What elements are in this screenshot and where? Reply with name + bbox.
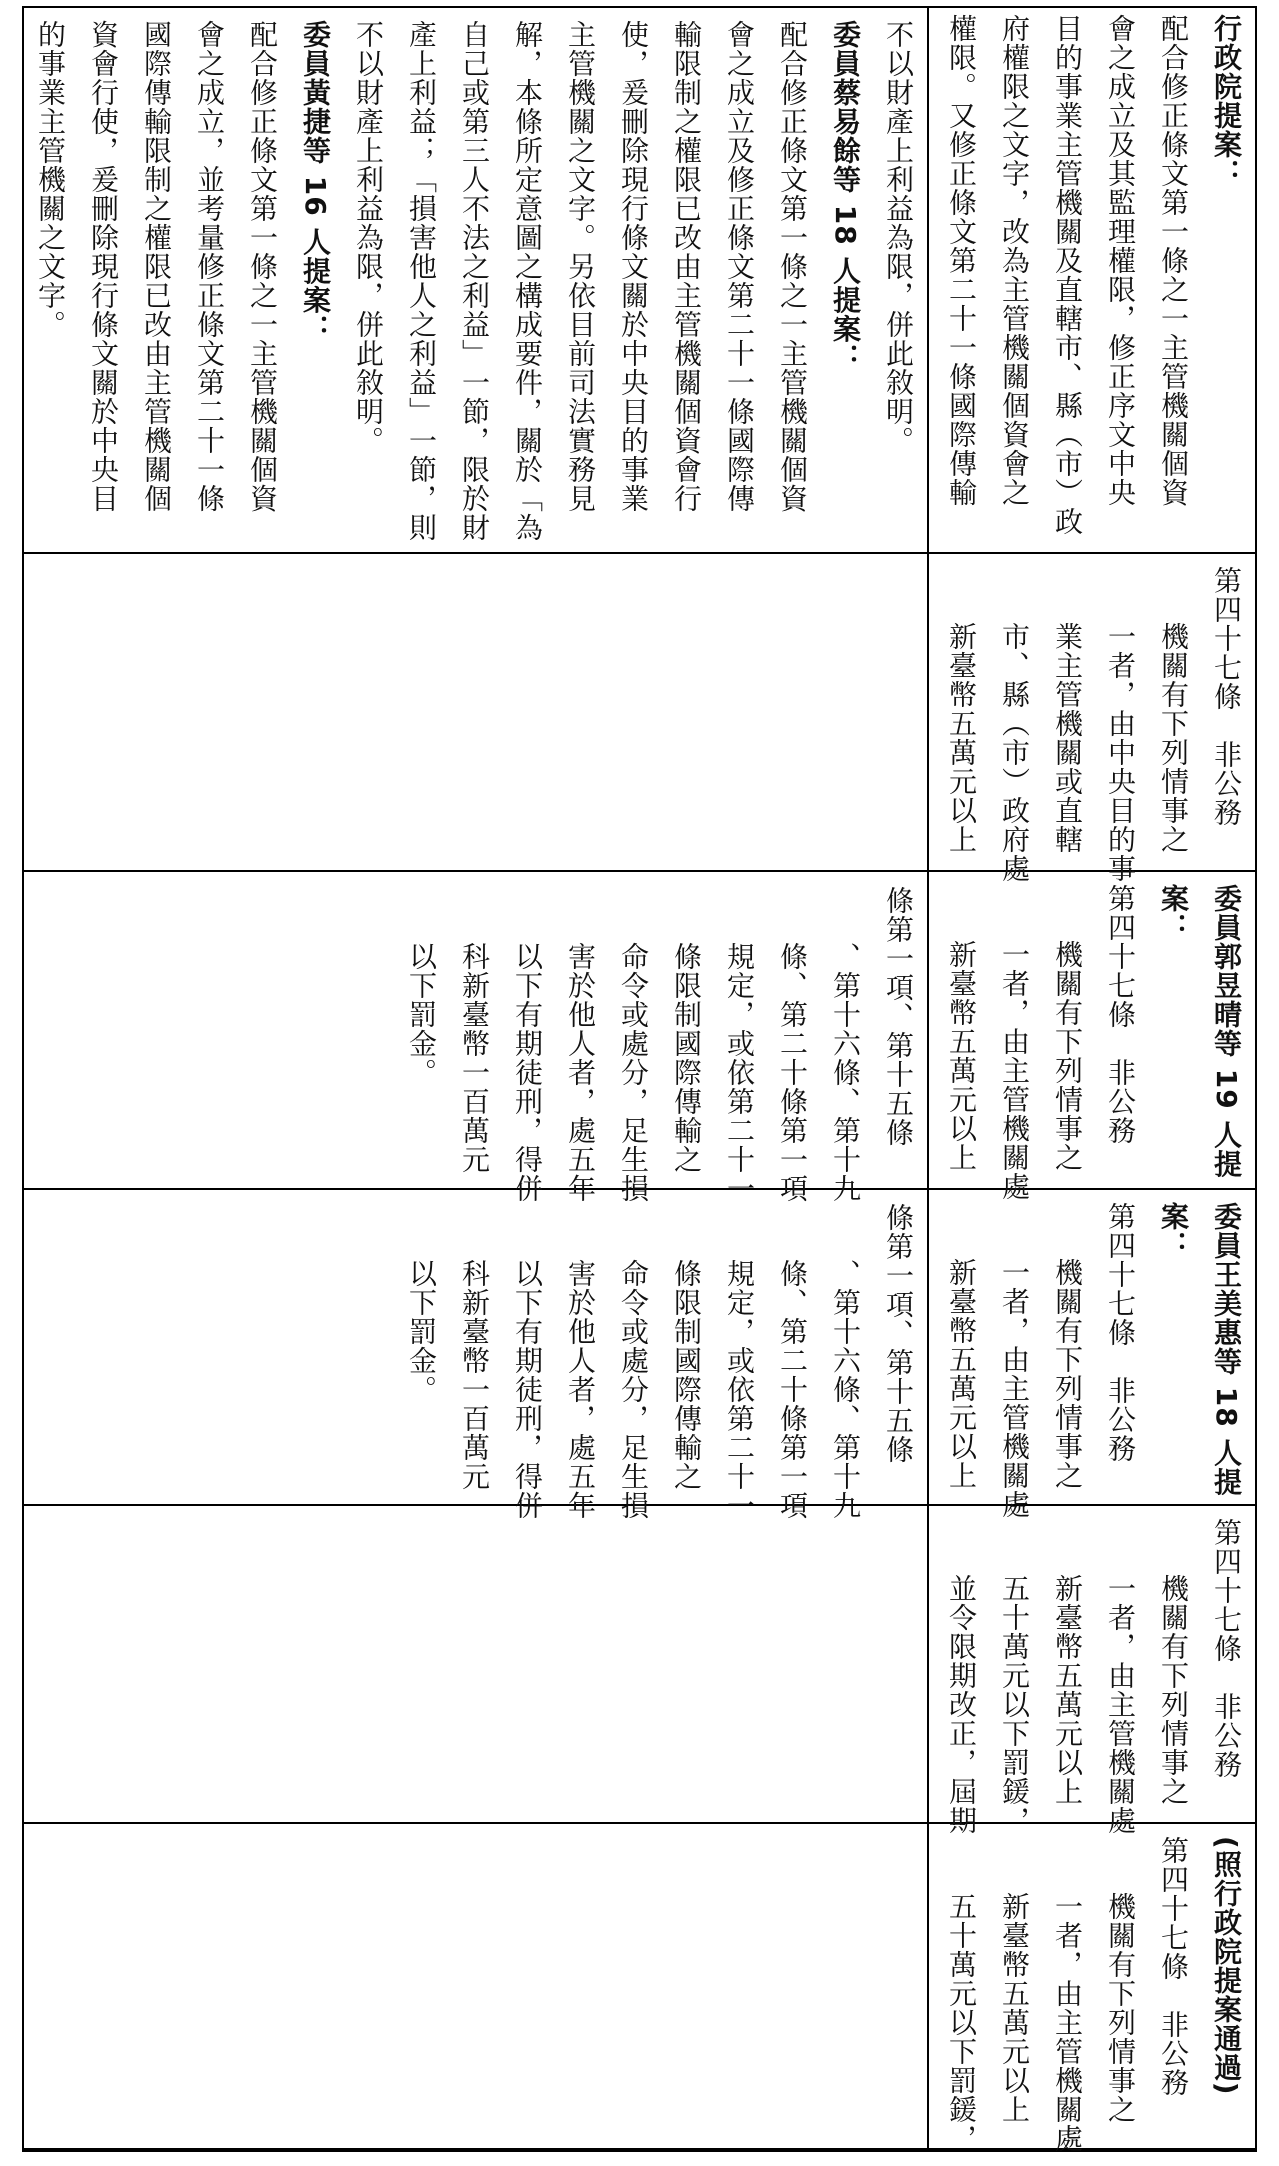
text-line: 目的事業主管機關及直轄市、縣（市）政: [1051, 14, 1084, 536]
text-line: 新臺幣五萬元以上: [945, 1258, 978, 1490]
proposal-heading: 委員蔡易餘等 18 人提案：: [829, 20, 862, 373]
text-line: 機關有下列情事之: [1051, 1258, 1084, 1490]
text-line: 自己或第三人不法之利益」一節，限於財: [458, 20, 491, 542]
text-line: 機關有下列情事之: [1157, 1574, 1190, 1806]
text-line: 條限制國際傳輸之: [670, 942, 703, 1174]
text-line: 會之成立，並考量修正條文第二十一條: [193, 20, 226, 513]
proposal-heading: 案：: [1157, 1202, 1190, 1260]
text-line: 市、縣（市）政府處: [998, 622, 1031, 883]
text-line: 一者，由主管機關處: [998, 1258, 1031, 1519]
text-line: 以下有期徒刑，得併: [511, 942, 544, 1203]
text-line: 以下罰金。: [405, 1259, 438, 1404]
cell-row1-col1: [30, 20, 925, 550]
row1-col-divider-2: [22, 870, 927, 872]
proposal-heading: (照行政院提案通過): [1210, 1836, 1243, 2096]
text-line: 權限。又修正條文第二十一條國際傳輸: [945, 14, 978, 507]
text-line: 不以財產上利益為限，併此敘明。: [352, 20, 385, 455]
text-line: 不以財產上利益為限，併此敘明。: [882, 20, 915, 455]
text-line: 條第一項、第十五條: [882, 886, 915, 1147]
text-line: 條限制國際傳輸之: [670, 1259, 703, 1491]
text-line: 機關有下列情事之: [1051, 940, 1084, 1172]
text-line: 規定，或依第二十一: [723, 1259, 756, 1520]
text-line: 輸限制之權限已改由主管機關個資會行: [670, 20, 703, 513]
text-line: 第四十七條 非公務: [1104, 884, 1137, 1145]
cell-row1-col2: [30, 568, 925, 866]
text-line: 、第十六條、第十九: [829, 942, 862, 1203]
text-line: 以下有期徒刑，得併: [511, 1259, 544, 1520]
text-line: 產上利益；「損害他人之利益」一節，則: [405, 20, 438, 542]
text-line: 第四十七條 非公務: [1104, 1202, 1137, 1463]
text-line: 配合修正條文第一條之一主管機關個資: [246, 20, 279, 513]
cell-row1-col5: [30, 1520, 925, 1820]
row2-col-divider-4: [929, 1504, 1255, 1506]
text-line: 會之成立及其監理權限，修正序文中央: [1104, 14, 1137, 507]
cell-row2-col4: [935, 1202, 1253, 1519]
text-line: 機關有下列情事之: [1157, 622, 1190, 854]
text-line: 第四十七條 非公務: [1210, 1518, 1243, 1779]
proposal-heading: 委員王美惠等 18 人提: [1210, 1202, 1243, 1497]
cell-row1-col6: [30, 1838, 925, 2146]
text-line: 新臺幣五萬元以上: [945, 940, 978, 1172]
text-line: 資會行使，爰刪除現行條文關於中央目: [87, 20, 120, 513]
text-line: 條、第二十條第一項: [776, 1259, 809, 1520]
text-line: 條、第二十條第一項: [776, 942, 809, 1203]
text-line: 、第十六條、第十九: [829, 1259, 862, 1520]
text-line: 以下罰金。: [405, 942, 438, 1087]
text-line: 的事業主管機關之文字。: [34, 20, 67, 339]
text-line: 一者，由主管機關處: [998, 940, 1031, 1201]
cell-row2-col1: [935, 14, 1253, 550]
text-line: 機關有下列情事之: [1104, 1892, 1137, 2124]
text-line: 新臺幣五萬元以上: [945, 622, 978, 854]
text-line: 主管機關之文字。另依目前司法實務見: [564, 20, 597, 513]
row2-col-divider-1: [929, 552, 1255, 554]
row1-col-divider-5: [22, 1822, 927, 1824]
row1-col-divider-1: [22, 552, 927, 554]
text-line: 害於他人者，處五年: [564, 942, 597, 1203]
text-line: 國際傳輸限制之權限已改由主管機關個: [140, 20, 173, 513]
cell-row2-col5: [935, 1518, 1253, 1835]
text-line: 使，爰刪除現行條文關於中央目的事業: [617, 20, 650, 513]
proposal-heading: 行政院提案：: [1210, 14, 1243, 188]
proposal-heading: 委員黃捷等 16 人提案：: [299, 20, 332, 344]
cell-row1-col4: [405, 1203, 925, 1520]
text-line: 配合修正條文第一條之一主管機關個資: [776, 20, 809, 513]
text-line: 科新臺幣一百萬元: [458, 1259, 491, 1491]
text-line: 第四十七條 非公務: [1157, 1836, 1190, 2097]
row-divider: [927, 6, 929, 2151]
text-line: 會之成立及修正條文第二十一條國際傳: [723, 20, 756, 513]
text-line: 配合修正條文第一條之一主管機關個資: [1157, 14, 1190, 507]
text-line: 規定，或依第二十一: [723, 942, 756, 1203]
text-line: 第四十七條 非公務: [1210, 566, 1243, 827]
text-line: 害於他人者，處五年: [564, 1259, 597, 1520]
cell-row1-col3: [405, 886, 925, 1203]
text-line: 五十萬元以下罰鍰，: [945, 1892, 978, 2153]
right-rule: [1255, 6, 1257, 2151]
text-line: 一者，由主管機關處: [1104, 1574, 1137, 1835]
row2-col-divider-3: [929, 1188, 1255, 1190]
text-line: 並令限期改正，屆期: [945, 1574, 978, 1835]
text-line: 一者，由主管機關處: [1051, 1892, 1084, 2153]
text-line: 一者，由中央目的事: [1104, 622, 1137, 883]
text-line: 命令或處分，足生損: [617, 1259, 650, 1520]
text-line: 條第一項、第十五條: [882, 1203, 915, 1464]
text-line: 新臺幣五萬元以上: [998, 1892, 1031, 2124]
proposal-heading: 案：: [1157, 884, 1190, 942]
text-line: 新臺幣五萬元以上: [1051, 1574, 1084, 1806]
top-rule: [22, 6, 1257, 8]
text-line: 命令或處分，足生損: [617, 942, 650, 1203]
text-line: 解，本條所定意圖之構成要件，關於「為: [511, 20, 544, 542]
text-line: 業主管機關或直轄: [1051, 622, 1084, 854]
cell-row2-col6: [935, 1836, 1253, 2153]
row2-col-divider-2: [929, 870, 1255, 872]
cell-row2-col3: [935, 884, 1253, 1201]
text-line: 府權限之文字，改為主管機關個資會之: [998, 14, 1031, 507]
text-line: 科新臺幣一百萬元: [458, 942, 491, 1174]
proposal-heading: 委員郭昱晴等 19 人提: [1210, 884, 1243, 1179]
text-line: 五十萬元以下罰鍰，: [998, 1574, 1031, 1835]
cell-row2-col2: [935, 566, 1253, 883]
